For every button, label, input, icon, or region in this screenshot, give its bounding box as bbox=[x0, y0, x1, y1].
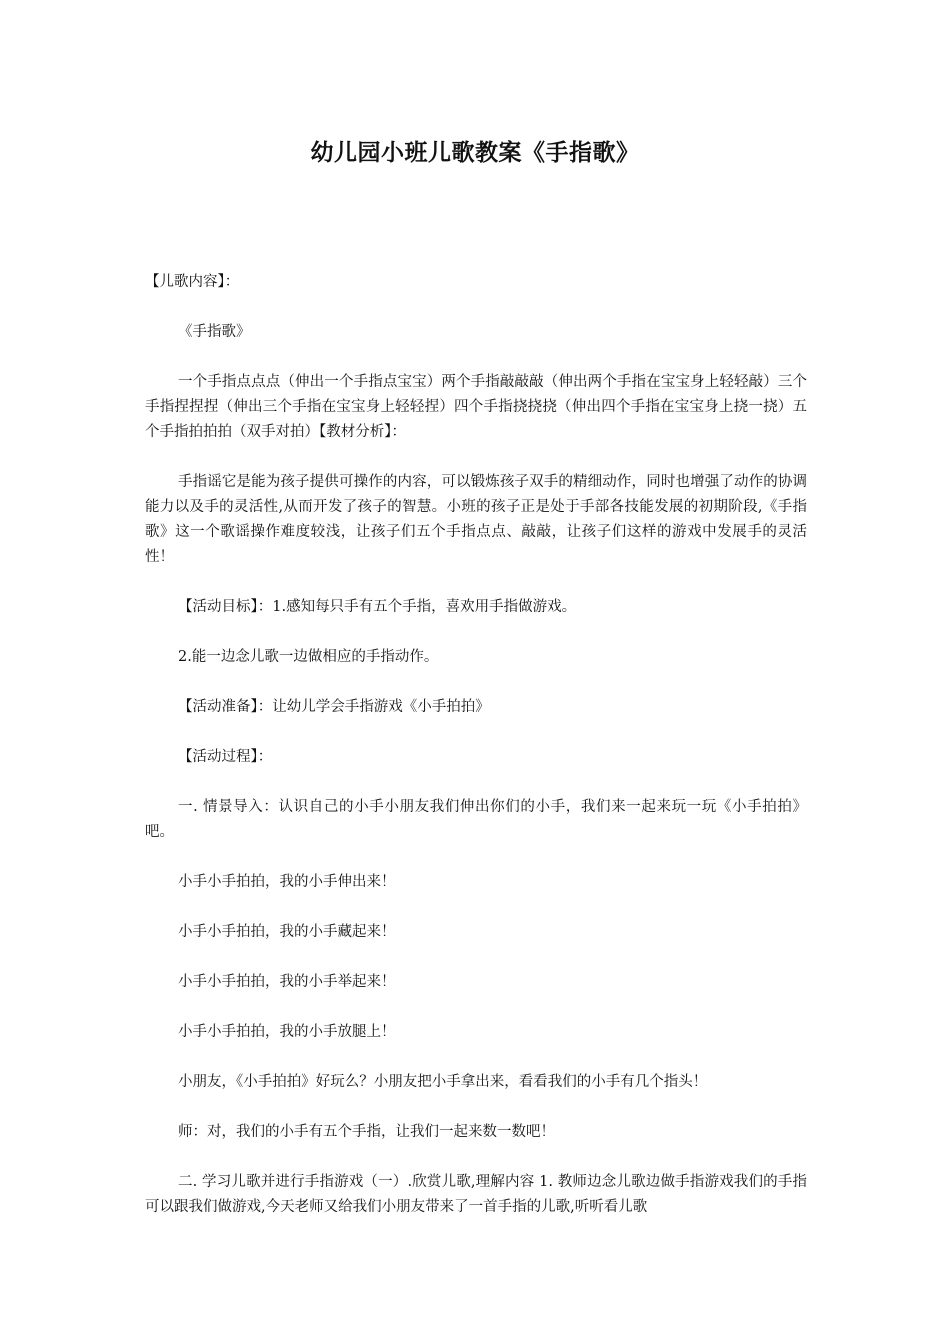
paragraph: 二. 学习儿歌并进行手指游戏（一）.欣赏儿歌,理解内容 1. 教师边念儿歌边做手指游戏我们的手指可以跟我们做游戏,今天老师又给我们小朋友带来了一首手指的儿歌,听听看儿歌 bbox=[145, 1174, 807, 1215]
paragraph: 【儿歌内容】： bbox=[145, 274, 240, 290]
paragraph: 小朋友，《小手拍拍》好玩么？小朋友把小手拿出来，看看我们的小手有几个指头！ bbox=[178, 1074, 708, 1090]
paragraph: 小手小手拍拍，我的小手放腿上！ bbox=[178, 1024, 396, 1040]
paragraph: 小手小手拍拍，我的小手藏起来！ bbox=[178, 924, 396, 940]
paragraph: 小手小手拍拍，我的小手伸出来！ bbox=[178, 874, 396, 890]
paragraph: 师：对，我们的小手有五个手指，让我们一起来数一数吧！ bbox=[178, 1124, 555, 1140]
paragraph: 一. 情景导入：认识自己的小手小朋友我们伸出你们的小手，我们来一起来玩一玩《小手拍拍》吧。 bbox=[145, 799, 807, 840]
paragraph: 【活动目标】：1.感知每只手有五个手指，喜欢用手指做游戏。 bbox=[178, 599, 577, 615]
paragraph: 2.能一边念儿歌一边做相应的手指动作。 bbox=[178, 649, 439, 665]
paragraph: 【活动过程】： bbox=[178, 749, 273, 765]
document-title: 幼儿园小班儿歌教案《手指歌》 bbox=[310, 139, 640, 166]
paragraph: 小手小手拍拍，我的小手举起来！ bbox=[178, 974, 396, 990]
document-body bbox=[145, 270, 807, 1245]
paragraph: 《手指歌》 bbox=[178, 324, 251, 340]
paragraph: 手指谣它是能为孩子提供可操作的内容，可以锻炼孩子双手的精细动作，同时也增强了动作的协调能力以及手的灵活性,从而开发了孩子的智慧。小班的孩子正是处于手部各技能发展的初期阶段,《手指歌》这一个歌谣操作难度较浅，让孩子们五个手指点点、敲敲，让孩子们这样的游戏中发展手的灵活性！ bbox=[145, 474, 807, 565]
paragraph: 【活动准备】：让幼儿学会手指游戏《小手拍拍》 bbox=[178, 699, 490, 715]
paragraph: 一个手指点点点（伸出一个手指点宝宝）两个手指敲敲敲（伸出两个手指在宝宝身上轻轻敲）三个手指捏捏捏（伸出三个手指在宝宝身上轻轻捏）四个手指挠挠挠（伸出四个手指在宝宝身上挠一挠）五个手指拍拍拍（双手对拍）【教材分析】： bbox=[145, 374, 807, 440]
